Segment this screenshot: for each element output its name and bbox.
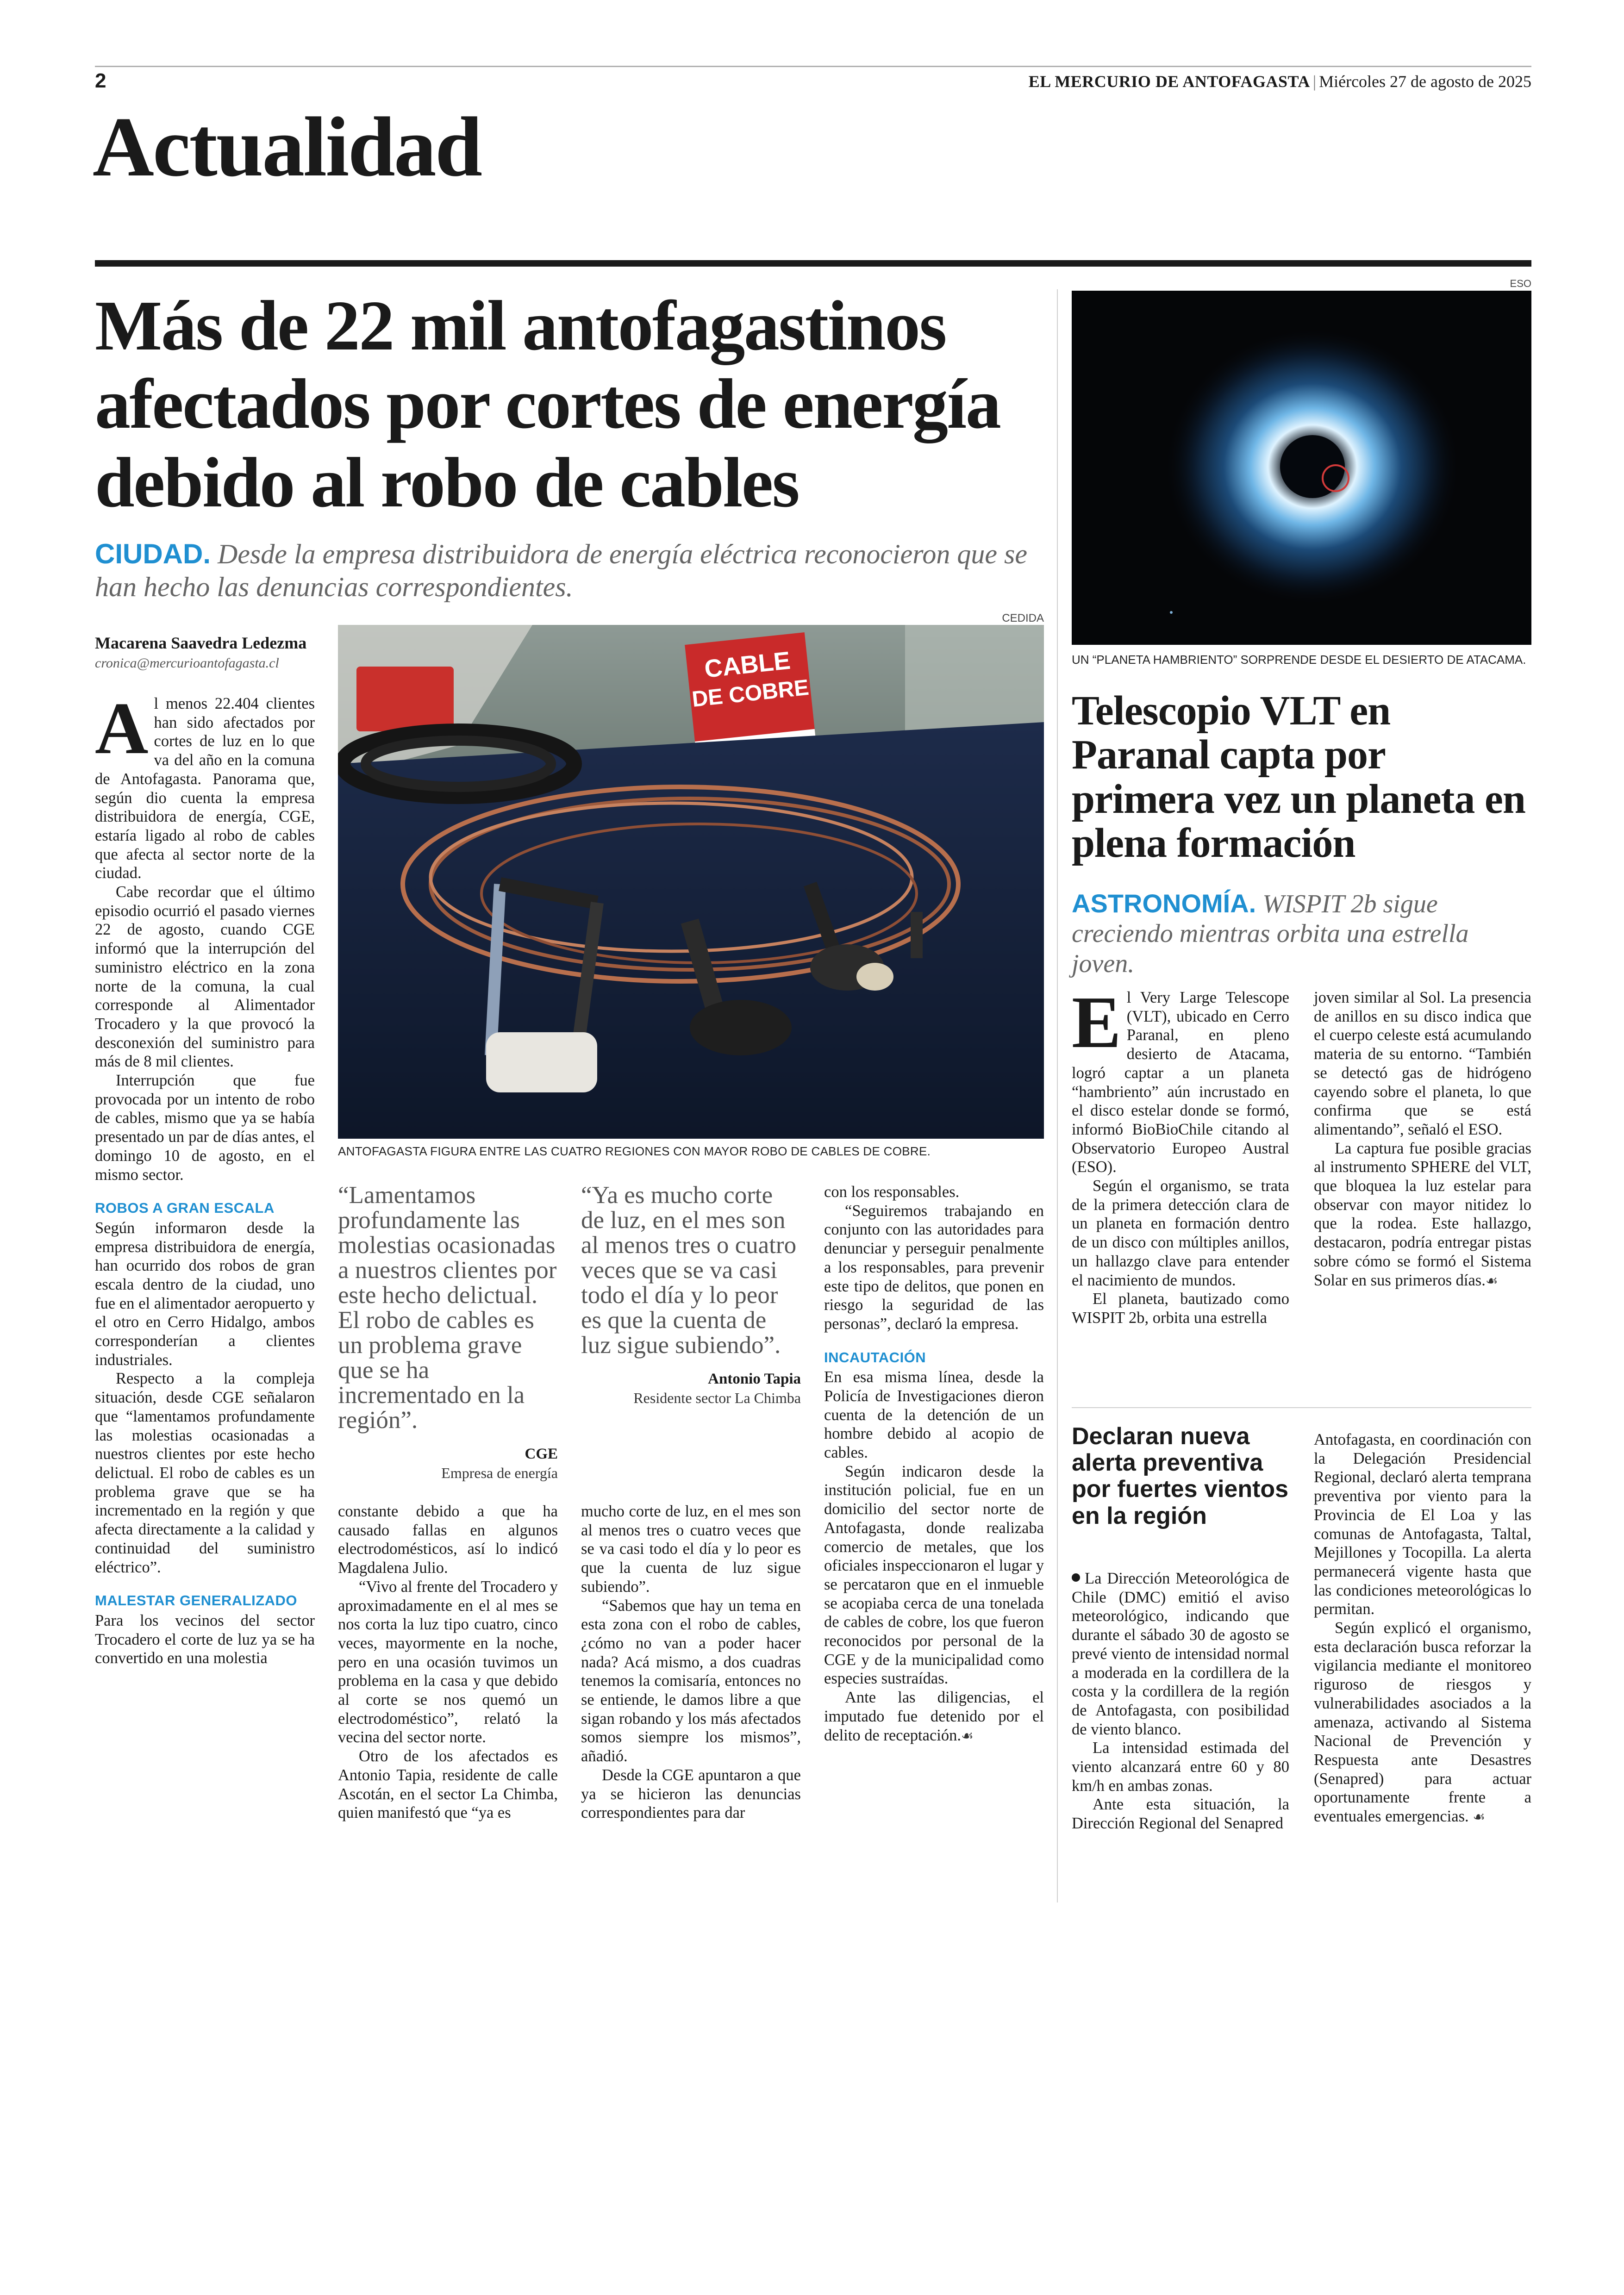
pull-quote-role: Empresa de energía	[441, 1465, 558, 1482]
author-block	[95, 633, 326, 671]
paragraph: Según indicaron desde la institución policial, fue en un domicilio del sector norte de Antofagasta, donde realizaba comercio de metales, que los oficiales inspeccionaron el lugar y se percataron que en el inmueble se acopiaba cerca de una tonelada de cables de cobre, los que fueron reconocidos por personal de la CGE y de la municipalidad como especies sustraídas.	[824, 1462, 1044, 1688]
end-mark-icon: ☙	[1485, 1273, 1498, 1289]
masthead	[1029, 72, 1531, 91]
paragraph: mucho corte de luz, en el mes son al menos tres o cuatro veces que se va casi todo el día y lo peor es que la cuenta de luz sigue subiendo”.	[581, 1503, 801, 1596]
cable-photo-illustration	[338, 625, 1044, 1139]
paragraph: La captura fue posible gracias al instrumento SPHERE del VLT, que bloquea la luz estelar para observar con mayor nitidez lo que la rodea. Este hallazgo, destacaron, podría entregar pistas sobre cómo se formó el Sistema Solar en sus primeros días.☙	[1314, 1139, 1531, 1289]
bullet-icon	[1072, 1573, 1080, 1582]
main-deck-text: Desde la empresa distribuidora de energía eléctrica reconocieron que se han hecho las denuncias correspondientes.	[95, 539, 1028, 602]
pull-quote-role: Residente sector La Chimba	[633, 1390, 801, 1407]
end-mark-icon: ☙	[961, 1728, 974, 1744]
paragraph: Según explicó el organismo, esta declaración busca reforzar la vigilancia mediante el monitoreo riguroso de riesgos y vulnerabilidades asociados a la amenaza, activando al Sistema Nacional de Prevención y Respuesta ante Desastres (Senapred) para actuar oportunamente frente a eventuales emergencias. ☙	[1314, 1619, 1531, 1826]
telescope-column-1	[1072, 981, 1289, 1328]
paragraph: La intensidad estimada del viento alcanzará entre 60 y 80 km/h en ambas zonas.	[1072, 1739, 1289, 1795]
main-deck	[95, 538, 1044, 604]
sign-text-cable: CABLE	[703, 646, 792, 683]
paragraph: Según el organismo, se trata de la primera detección clara de un planeta en formación dentro de un disco con múltiples anillos, un hallazgo clave para entender el nacimiento de mundos.	[1072, 1177, 1289, 1289]
paragraph: Antofagasta, en coordinación con la Delegación Presidencial Regional, declaró alerta temprana preventiva por viento para la Provincia de El Loa y las comunas de Antofagasta, Taltal, Mejillones y Tocopilla. La alerta permanecerá vigente hasta que las condiciones meteorológicas lo permitan.	[1314, 1431, 1531, 1618]
photo-caption: ANTOFAGASTA FIGURA ENTRE LAS CUATRO REGIONES CON MAYOR ROBO DE CABLES DE COBRE.	[338, 1144, 931, 1158]
top-rule	[95, 66, 1531, 67]
disk-illustration	[1072, 291, 1531, 645]
subhead: ROBOS A GRAN ESCALA	[95, 1200, 275, 1216]
pull-quote-cge	[338, 1183, 558, 1482]
main-column-c	[581, 1502, 801, 1822]
pull-quote-text: “Ya es mucho corte de luz, en el mes son al menos tres o cuatro veces que se va casi todo el día y lo peor es que la cuenta de luz sigue subiendo”.	[581, 1182, 797, 1359]
telescope-deck	[1072, 889, 1531, 979]
paragraph: Interrupción que fue provocada por un intento de robo de cables, mismo que ya se había presentado un par de días antes, el domingo 10 de agosto, en el mismo sector.	[95, 1072, 315, 1184]
sign-text-copper: DE COBRE	[691, 675, 810, 712]
telescope-kicker: ASTRONOMÍA.	[1072, 889, 1256, 918]
pull-quote-text: “Lamentamos profundamente las molestias ocasionadas a nuestros clientes por este hecho delictual. El robo de cables es un problema grave que se ha incrementado en la región”.	[338, 1182, 557, 1434]
paragraph: La Dirección Meteorológica de Chile (DMC) emitió el aviso meteorológico, indicando que durante el sábado 30 de agosto se prevé viento de intensidad normal a moderada en la cordillera de la costa y la cordillera de la región de Antofagasta, con posibilidad de viento blanco.	[1072, 1570, 1289, 1738]
paragraph: con los responsables.	[824, 1183, 960, 1201]
masthead-separator: |	[1312, 72, 1317, 91]
photo-caption: UN “PLANETA HAMBRIENTO” SORPRENDE DESDE EL DESIERTO DE ATACAMA.	[1072, 653, 1526, 667]
main-column-d	[824, 1183, 1044, 1745]
subhead: MALESTAR GENERALIZADO	[95, 1592, 298, 1609]
paragraph: En esa misma línea, desde la Policía de Investigaciones dieron cuenta de la detención de un hombre debido al acopio de cables.	[824, 1368, 1044, 1462]
wind-headline: Declaran nueva alerta preventiva por fuertes vientos en la región	[1072, 1423, 1289, 1529]
wind-column-1	[1072, 1569, 1289, 1833]
telescope-headline: Telescopio VLT en Paranal capta por primera vez un planeta en plena formación	[1072, 688, 1525, 867]
main-column-b	[338, 1502, 558, 1822]
end-mark-icon: ☙	[1473, 1809, 1486, 1825]
dropcap: A	[95, 687, 149, 769]
paragraph: constante debido a que ha causado fallas en algunos electrodomésticos, así lo indicó Magdalena Julio.	[338, 1503, 558, 1577]
paragraph: Ante esta situación, la Dirección Regional del Senapred	[1072, 1796, 1289, 1833]
paragraph: Según informaron desde la empresa distribuidora de energía, han ocurrido dos robos de gran escala dentro de la ciudad, uno fue en el alimentador aeropuerto y el otro en Cerro Hidalgo, ambos corresponderían a clientes industriales.	[95, 1219, 315, 1369]
paragraph: Cabe recordar que el último episodio ocurrió el pasado viernes 22 de agosto, cuando CGE informó que la interrupción del suministro eléctrico en la zona norte de la comuna, la cual corresponde al Alimentador Trocadero y la que provocó la desconexión del suministro para más de 8 mil clientes.	[95, 883, 315, 1071]
newspaper-name: EL MERCURIO DE ANTOFAGASTA	[1028, 72, 1310, 91]
paragraph: Para los vecinos del sector Trocadero el corte de luz ya se ha convertido en una molestia	[95, 1611, 315, 1667]
paragraph: Al menos 22.404 clientes han sido afectados por cortes de luz en lo que va del año en la comuna de Antofagasta. Panorama que, según dio cuenta la empresa distribuidora de energía, CGE, estaría ligado al robo de cables que afecta al sector norte de la ciudad.	[95, 687, 315, 882]
telescope-deck-text: WISPIT 2b sigue creciendo mientras orbita una estrella joven.	[1072, 890, 1469, 978]
main-kicker: CIUDAD.	[95, 538, 211, 569]
section-title: Actualidad	[93, 100, 481, 194]
pull-quote-source: CGE	[525, 1446, 558, 1463]
photo-credit: ESO	[1510, 278, 1531, 289]
page-number: 2	[95, 69, 106, 92]
article-separator	[1072, 1407, 1531, 1408]
paragraph: Otro de los afectados es Antonio Tapia, residente de calle Ascotán, en el sector La Chimba, quien manifestó que “ya es	[338, 1747, 558, 1822]
paragraph: Desde la CGE apuntaron a que ya se hicieron las denuncias correspondientes para dar	[581, 1766, 801, 1822]
author-email: cronica@mercurioantofagasta.cl	[95, 655, 279, 671]
pull-quote-tapia	[581, 1183, 801, 1407]
author-name: Macarena Saavedra Ledezma	[95, 634, 307, 652]
protoplanetary-disk-photo	[1072, 291, 1531, 645]
paragraph: “Sabemos que hay un tema en esta zona con el robo de cables, ¿cómo no van a poder hacer nada? Acá mismo, a dos cuadras tenemos la comisaría, entonces no se entiende, le damos libre a que sigan robando y los más afectados somos siempre los mismos”, añadió.	[581, 1597, 801, 1765]
cable-photo	[338, 625, 1044, 1139]
main-headline: Más de 22 mil antofagastinos afectados por cortes de energía debido al robo de cables	[95, 287, 1000, 522]
column-divider	[1057, 289, 1058, 1902]
photo-credit: CEDIDA	[1002, 612, 1044, 624]
main-column-a	[95, 687, 315, 1668]
issue-date: Miércoles 27 de agosto de 2025	[1319, 72, 1531, 91]
section-rule	[95, 260, 1531, 267]
paragraph: El Very Large Telescope (VLT), ubicado en Cerro Paranal, en pleno desierto de Atacama, logró captar a un planeta “hambriento” aún incrustado en el disco estelar donde se formó, informó BioBioChile citando al Observatorio Europeo Austral (ESO).	[1072, 981, 1289, 1176]
paragraph: “Seguiremos trabajando en conjunto con las autoridades para denunciar y perseguir penalmente a los responsables, para prevenir este tipo de delitos, que ponen en riesgo la seguridad de las personas”, declaró la empresa.	[824, 1202, 1044, 1333]
dropcap: E	[1072, 981, 1121, 1063]
paragraph: “Vivo al frente del Trocadero y aproximadamente en el al mes se nos corta la luz tipo cuatro, cinco veces, mayormente en la noche, pero en una ocasión tuvimos un problema en la casa y que debido al corte se nos quemó un electrodoméstico”, relató la vecina del sector norte.	[338, 1578, 558, 1746]
paragraph: El planeta, bautizado como WISPIT 2b, orbita una estrella	[1072, 1290, 1289, 1327]
paragraph: joven similar al Sol. La presencia de anillos en su disco indica que el cuerpo celeste está acumulando materia de su entorno. “También se detectó gas de hidrógeno cayendo sobre el planeta, lo que confirma que se está alimentando”, señaló el ESO.	[1314, 989, 1531, 1138]
subhead: INCAUTACIÓN	[824, 1349, 926, 1366]
paragraph: Respecto a la compleja situación, desde CGE señalaron que “lamentamos profundamente las molestias ocasionadas a nuestros clientes por este hecho delictual. El robo de cables es un problema grave que se ha incrementado en la región y que afecta directamente a la calidad y continuidad del suministro eléctrico”.	[95, 1370, 315, 1576]
wind-column-2	[1314, 1430, 1531, 1826]
telescope-column-2	[1314, 988, 1531, 1290]
pull-quote-source: Antonio Tapia	[708, 1371, 801, 1388]
paragraph: Ante las diligencias, el imputado fue detenido por el delito de receptación.☙	[824, 1689, 1044, 1744]
